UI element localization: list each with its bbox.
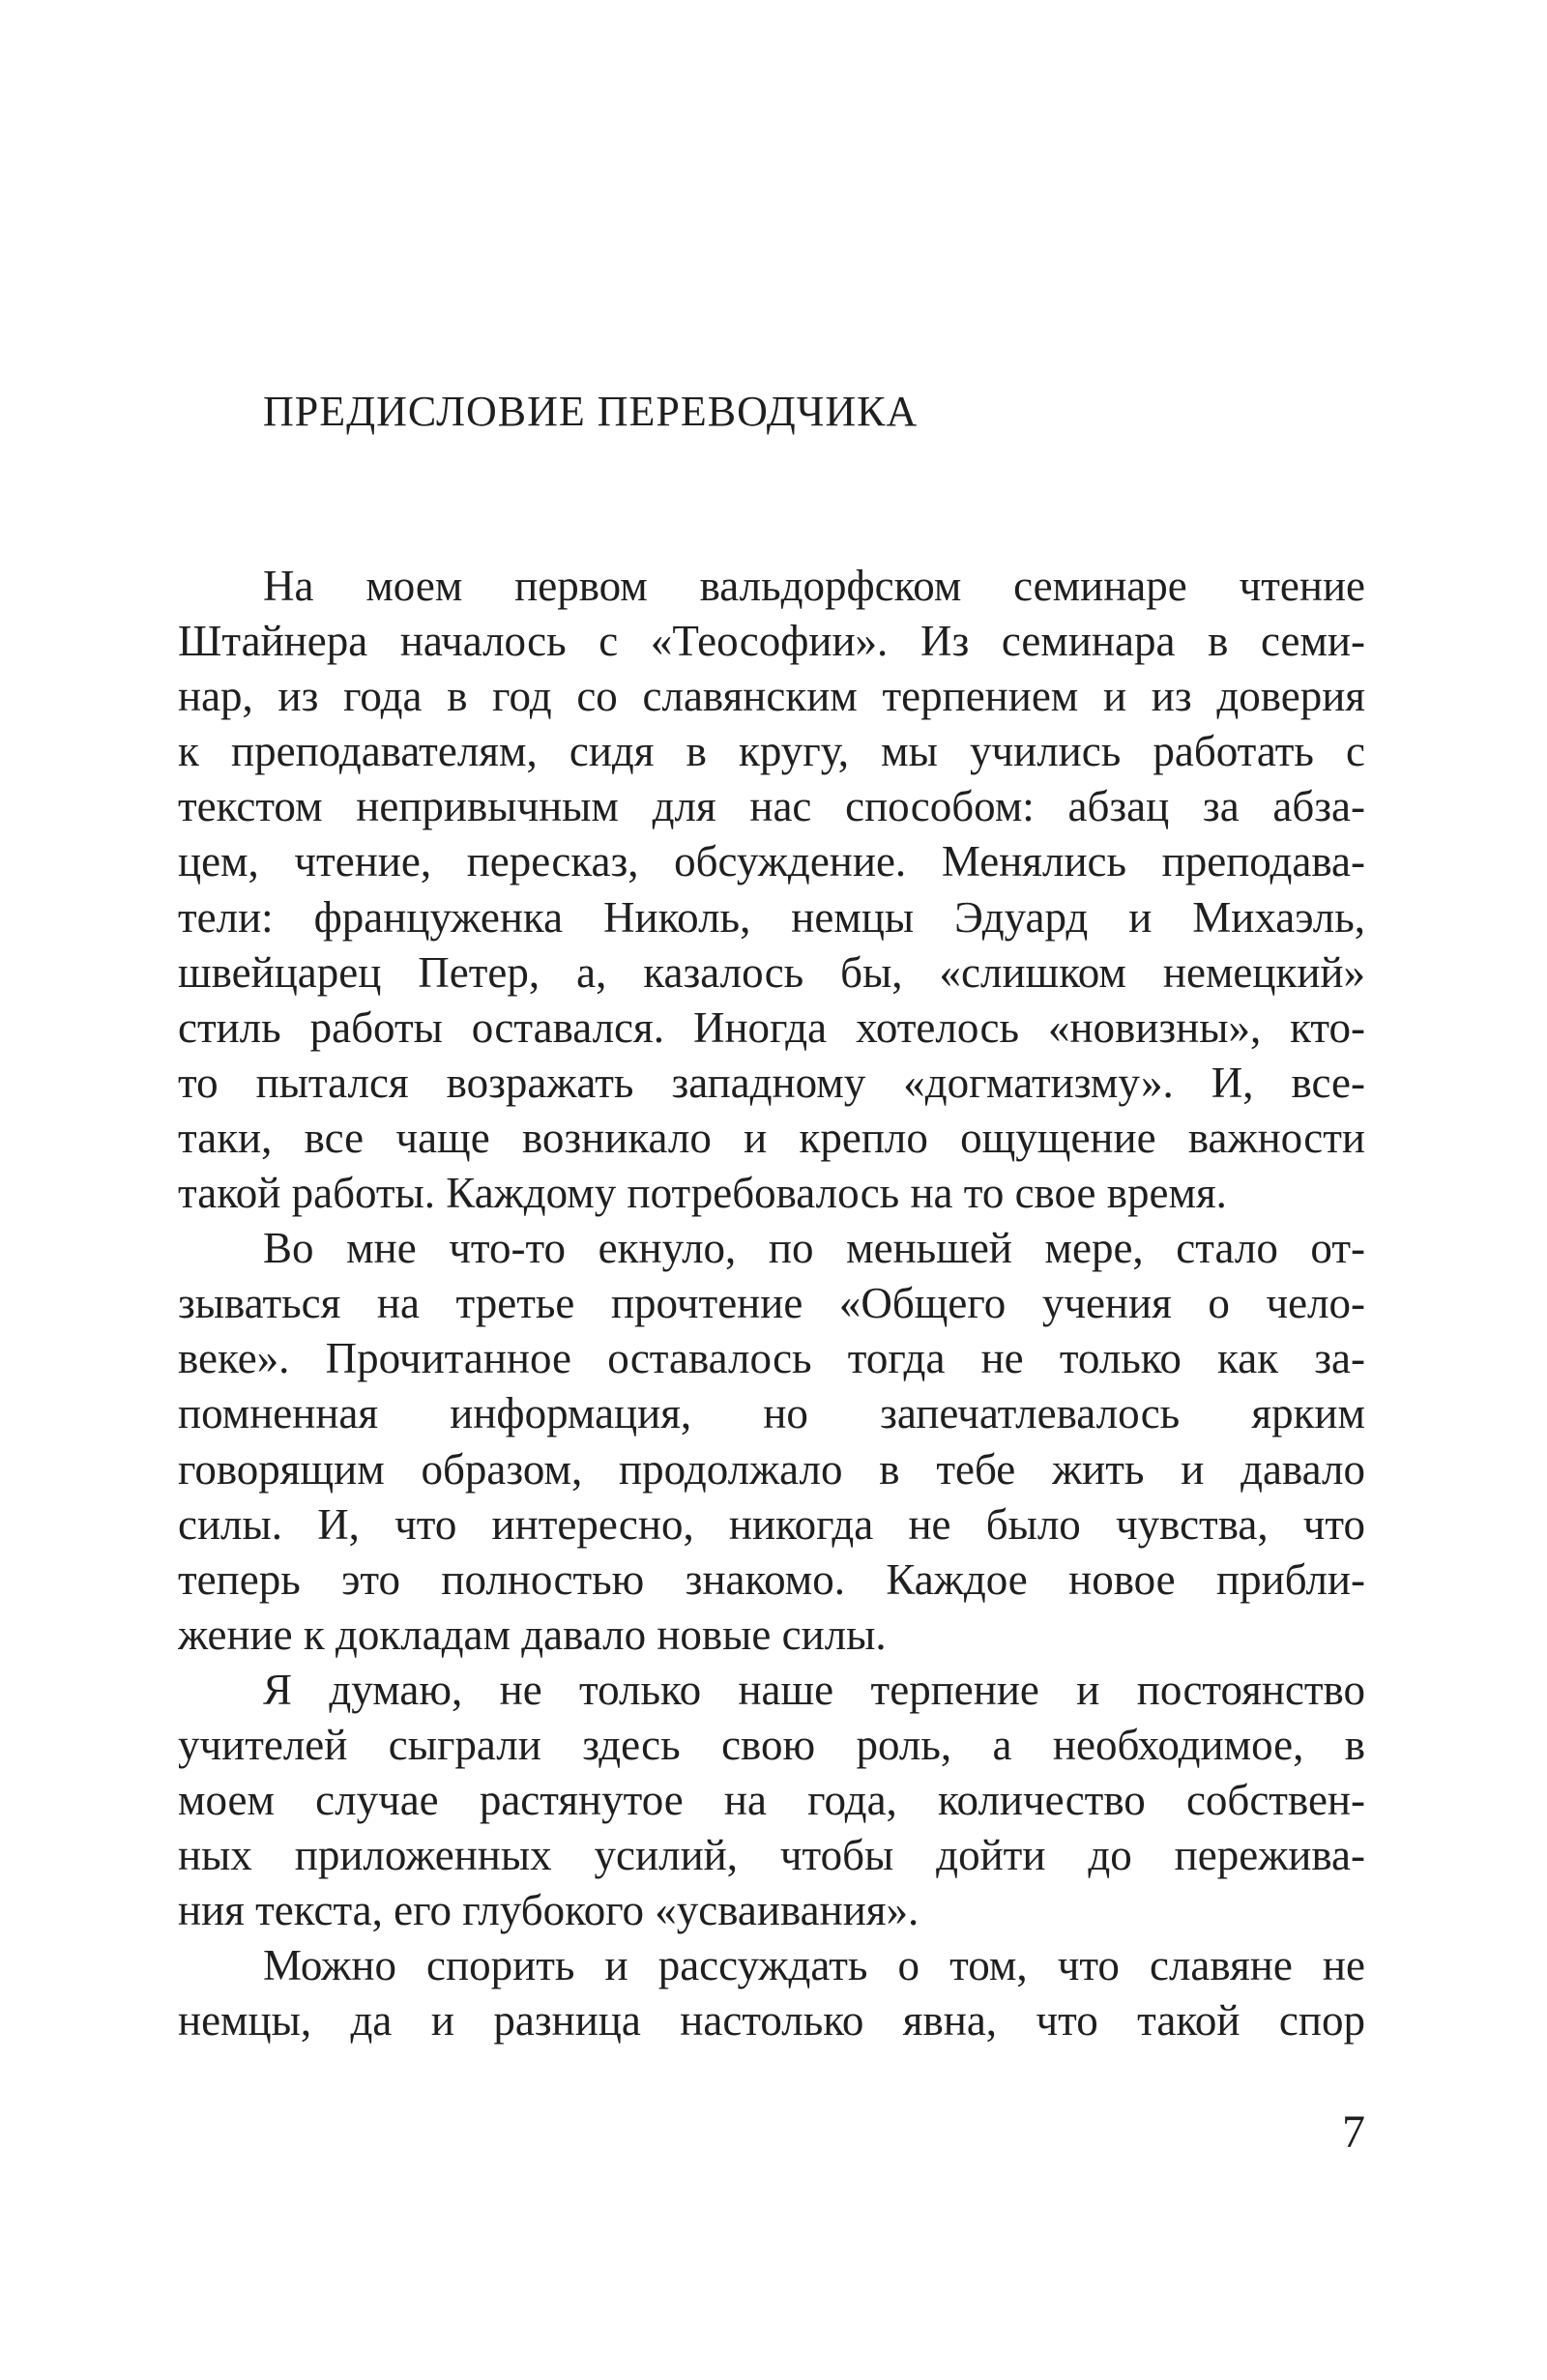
text-line: учителей сыграли здесь свою роль, а необходимое, в [178,1720,1365,1769]
text-line: такой работы. Каждому потребовалось на то свое время. [178,1169,1227,1218]
text-line: немцы, да и разница настолько явна, что такой спор [178,1996,1365,2046]
text-line: моем случае растянутое на года, количество собствен- [178,1776,1365,1825]
text-line: стиль работы оставался. Иногда хотелось «новизны», кто- [178,1002,1365,1052]
text-line: ных приложенных усилий, чтобы дойти до пережива- [178,1831,1365,1880]
text-line: к преподавателям, сидя в кругу, мы учились работать с [178,727,1365,776]
text-line: зываться на третье прочтение «Общего учения о чело- [178,1279,1365,1328]
text-line: помненная информация, но запечатлевалось ярким [178,1389,1365,1438]
text-line: цем, чтение, пересказ, обсуждение. Менялись преподава- [178,837,1365,886]
text-line: силы. И, что интересно, никогда не было чувства, что [178,1499,1365,1549]
text-line: тели: француженка Николь, немцы Эдуард и Михаэль, [178,892,1365,942]
text-line: швейцарец Петер, а, казалось бы, «слишком немецкий» [178,947,1365,997]
text-line: веке». Прочитанное оставалось тогда не только как за- [178,1334,1365,1383]
text-line: текстом непривычным для нас способом: абзац за абза- [178,782,1365,831]
text-line: На моем первом вальдорфском семинаре чтение [263,562,1365,610]
text-line: нар, из года в год со славянским терпением и из доверия [178,672,1365,721]
page-number: 7 [1342,2106,1365,2158]
text-line: Во мне что-то екнуло, по меньшей мере, стало от- [263,1224,1365,1273]
text-line: Штайнера началось с «Теософии». Из семинара в семи- [178,617,1365,666]
text-line: жение к докладам давало новые силы. [178,1610,887,1659]
text-line: теперь это полностью знакомо. Каждое новое прибли- [178,1554,1365,1604]
text-line: ния текста, его глубокого «усваивания». [178,1886,919,1935]
text-line: Я думаю, не только наше терпение и постоянство [263,1665,1365,1714]
text-line: то пытался возражать западному «догматизму». И, все- [178,1058,1365,1107]
text-line: Можно спорить и рассуждать о том, что славяне не [263,1941,1365,1990]
body-text [178,559,1365,2049]
text-line: таки, все чаще возникало и крепло ощущение важности [178,1113,1365,1162]
text-line: говорящим образом, продолжало в тебе жить и давало [178,1444,1365,1494]
chapter-heading: ПРЕДИСЛОВИЕ ПЕРЕВОДЧИКА [263,388,919,435]
